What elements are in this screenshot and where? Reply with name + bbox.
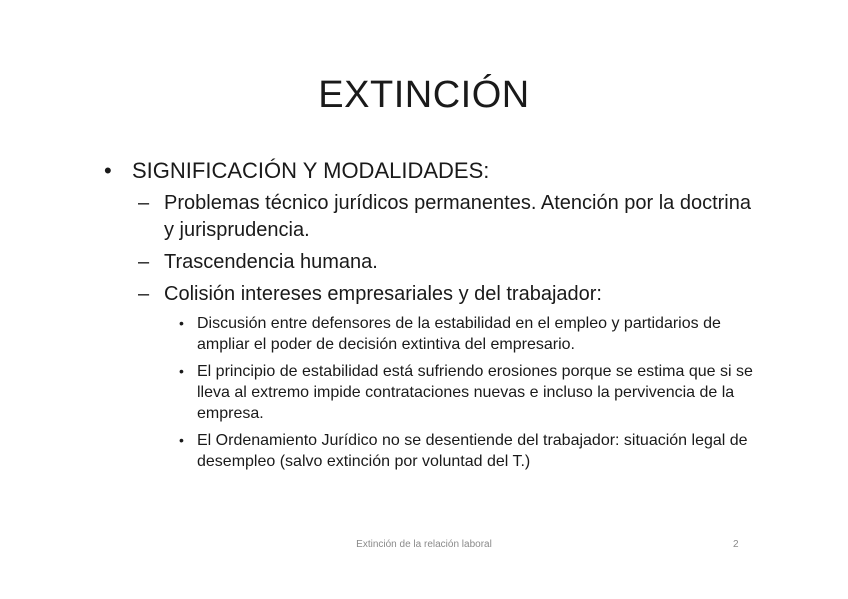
slide-footer: Extinción de la relación laboral [356,539,492,550]
dash-item [138,249,764,276]
bullet-heading-text: SIGNIFICACIÓN Y MODALIDADES: [132,158,490,183]
sub-bullet-text: Discusión entre defensores de la estabilidad en el empleo y partidarios de ampliar el poder de decisión extintiva del empresario. [197,315,721,353]
sub-bullet-text: El Ordenamiento Jurídico no se desentiende del trabajador: situación legal de desempleo (salvo extinción por voluntad del T.) [197,432,748,470]
dash-item [138,190,764,244]
sub-bullet-marker: • [179,363,184,379]
slide-title: EXTINCIÓN [318,74,530,116]
bullet-heading [104,156,764,186]
dash-item-text: Colisión intereses empresariales y del trabajador: [164,283,602,305]
sub-bullet-marker: • [179,432,184,448]
page-number: 2 [733,539,739,550]
sub-bullet-item [177,361,764,424]
dash-marker: – [138,251,150,273]
slide-content [104,156,764,478]
dash-item [138,281,764,308]
sub-bullet-item [177,313,764,355]
dash-marker: – [138,283,150,305]
sub-bullet-marker: • [179,315,184,331]
dash-item-text: Problemas técnico jurídicos permanentes. Atención por la doctrina y jurisprudencia. [164,192,751,241]
sub-bullet-item [177,430,764,472]
bullet-marker: • [104,158,112,183]
sub-bullet-text: El principio de estabilidad está sufriendo erosiones porque se estima que si se lleva al extremo impide contrataciones nuevas e incluso la pervivencia de la empresa. [197,363,753,422]
dash-marker: – [138,192,150,214]
dash-item-text: Trascendencia humana. [164,251,378,273]
